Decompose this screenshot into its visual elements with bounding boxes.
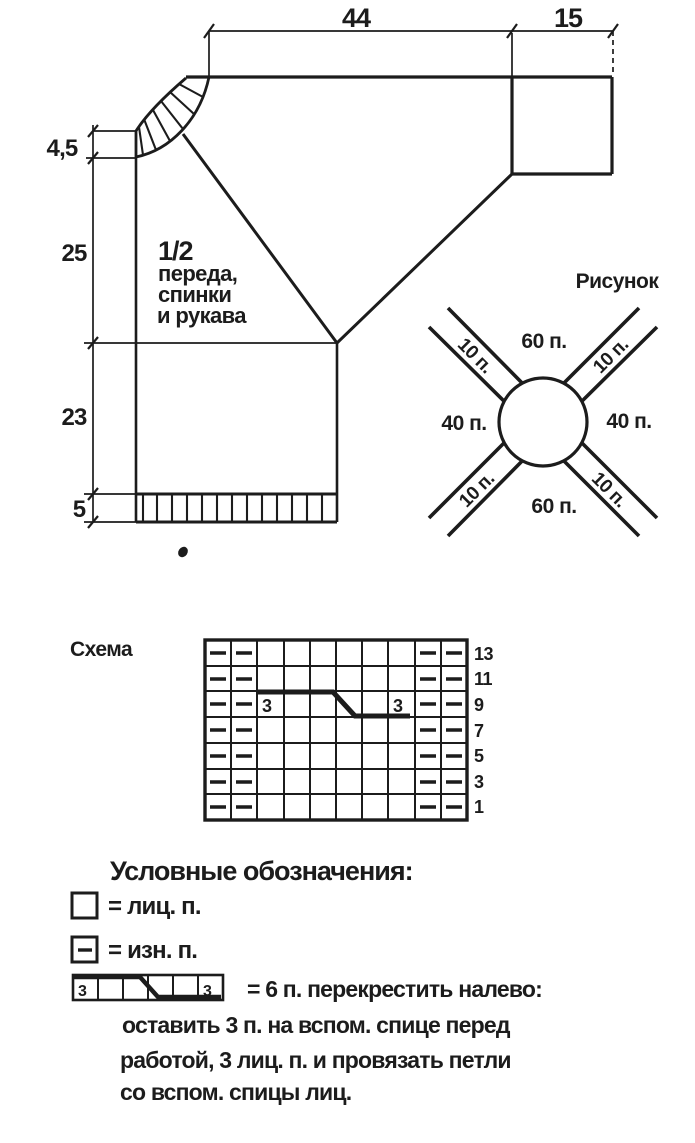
dim-label-ribbing: 5: [72, 496, 86, 523]
dim-label-cuff-width: 15: [553, 3, 583, 33]
motif-count-top: 60 п.: [521, 330, 567, 353]
legend-title: Условные обозначения:: [110, 856, 413, 886]
legend: [72, 856, 542, 1105]
neckband-rungs: [139, 84, 203, 155]
piece-label-line-4: и рукава: [157, 303, 246, 328]
dim-label-top-width: 44: [341, 3, 371, 33]
cable-description-line-2: оставить 3 п. на вспом. спице перед: [122, 1012, 510, 1038]
cable-left-count: 3: [262, 696, 272, 716]
motif-count-diag-ne: 10 п.: [589, 334, 633, 378]
row-number-11: 11: [474, 669, 493, 689]
dim-label-neckband: 4,5: [46, 135, 78, 162]
piece-label-line-2: переда,: [158, 261, 238, 286]
cable-right-count: 3: [393, 696, 403, 716]
row-number-3: 3: [474, 772, 484, 792]
row-number-5: 5: [474, 746, 484, 766]
piece-label-line-3: спинки: [158, 282, 232, 307]
ribbing-stitch-lines: [143, 494, 322, 522]
row-number-7: 7: [474, 721, 484, 741]
cable-description-line-4: со вспом. спицы лиц.: [120, 1079, 352, 1105]
knit-stitch-symbol: [72, 893, 97, 918]
purl-stitch-label: = изн. п.: [108, 937, 198, 964]
ink-mark: [176, 545, 190, 559]
body-edges: [136, 157, 337, 522]
cable-description-line-1: = 6 п. перекрестить налево:: [247, 976, 542, 1002]
row-number-9: 9: [474, 695, 484, 715]
dim-label-body: 23: [61, 404, 87, 431]
motif-diagram: [429, 270, 659, 536]
cable-description-line-3: работой, 3 лиц. п. и провязать петли: [120, 1047, 511, 1073]
motif-count-diag-se: 10 п.: [587, 468, 631, 512]
motif-circle: [499, 378, 587, 466]
knit-stitch-label: = лиц. п.: [108, 893, 201, 920]
dim-label-yoke: 25: [61, 240, 87, 267]
motif-count-left: 40 п.: [441, 412, 487, 435]
motif-count-bottom: 60 п.: [531, 495, 577, 518]
motif-title: Рисунок: [575, 270, 659, 293]
stitch-chart: [70, 638, 494, 820]
motif-count-diag-nw: 10 п.: [453, 334, 497, 378]
cable-symbol: [73, 975, 223, 1000]
shoulder-and-cuff-outline: [186, 77, 612, 174]
row-number-13: 13: [474, 644, 494, 664]
motif-count-diag-sw: 10 п.: [455, 468, 499, 512]
piece-label-line-1: 1/2: [158, 236, 193, 266]
cable-symbol-left-count: 3: [78, 983, 87, 1000]
chart-title: Схема: [70, 638, 133, 661]
chart-row-numbers: [474, 644, 494, 817]
row-number-1: 1: [474, 797, 484, 817]
cable-symbol-right-count: 3: [203, 983, 212, 1000]
motif-count-right: 40 п.: [606, 410, 652, 433]
piece-label: [157, 236, 247, 328]
garment-schematic: [47, 3, 618, 559]
